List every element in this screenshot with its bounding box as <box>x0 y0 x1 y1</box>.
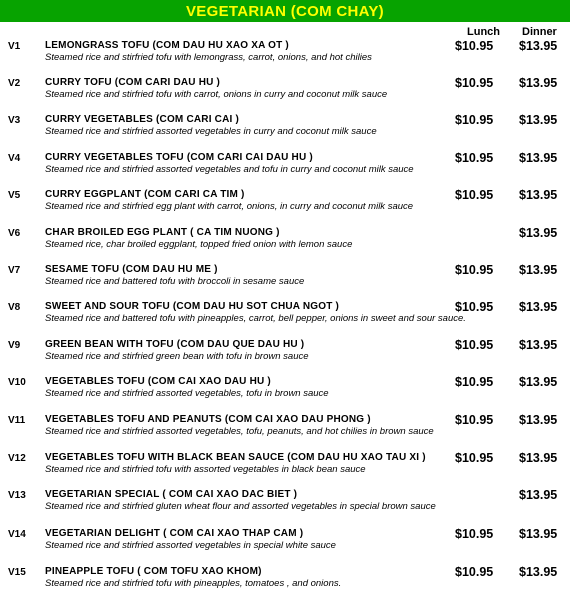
dinner-price: $13.95 <box>519 413 558 427</box>
item-description: Steamed rice and stirfried tofu with assorted vegetables in black bean sauce <box>45 464 366 475</box>
item-code: V14 <box>8 529 26 540</box>
lunch-column-header: Lunch <box>467 26 500 38</box>
item-code: V11 <box>8 415 26 426</box>
dinner-price: $13.95 <box>519 263 558 277</box>
dinner-price: $13.95 <box>519 226 558 240</box>
dinner-price: $13.95 <box>519 113 558 127</box>
lunch-price: $10.95 <box>455 413 494 427</box>
dinner-price: $13.95 <box>519 527 558 541</box>
dinner-price: $13.95 <box>519 39 558 53</box>
lunch-price: $10.95 <box>455 565 494 579</box>
dinner-price: $13.95 <box>519 338 558 352</box>
item-name: CHAR BROILED EGG PLANT ( CA TIM NUONG ) <box>45 227 280 238</box>
item-code: V10 <box>8 377 26 388</box>
dinner-price: $13.95 <box>519 151 558 165</box>
item-code: V7 <box>8 265 21 276</box>
item-name: GREEN BEAN WITH TOFU (COM DAU QUE DAU HU ) <box>45 339 305 350</box>
item-description: Steamed rice and stirfried assorted vegetables and tofu in curry and coconut milk sauce <box>45 164 414 175</box>
menu-item <box>0 374 570 410</box>
dinner-price: $13.95 <box>519 565 558 579</box>
item-code: V15 <box>8 567 26 578</box>
item-description: Steamed rice and stirfried egg plant with carrot, onions, in curry and coconut milk sauce <box>45 201 414 212</box>
item-name: VEGETABLES TOFU (COM CAI XAO DAU HU ) <box>45 376 271 387</box>
dinner-price: $13.95 <box>519 488 558 502</box>
dinner-price: $13.95 <box>519 451 558 465</box>
menu-item <box>0 337 570 373</box>
lunch-price: $10.95 <box>455 39 494 53</box>
item-name: CURRY TOFU (COM CARI DAU HU ) <box>45 77 221 88</box>
item-description: Steamed rice and stirfried assorted vegetables, tofu in brown sauce <box>45 388 329 399</box>
item-description: Steamed rice and stirfried green bean with tofu in brown sauce <box>45 351 309 362</box>
menu-item <box>0 225 570 261</box>
item-name: CURRY VEGETABLES TOFU (COM CARI CAI DAU HU ) <box>45 152 313 163</box>
item-code: V12 <box>8 453 26 464</box>
lunch-price: $10.95 <box>455 76 494 90</box>
item-name: VEGETABLES TOFU AND PEANUTS (COM CAI XAO DAU PHONG ) <box>45 414 371 425</box>
item-code: V1 <box>8 41 21 52</box>
dinner-price: $13.95 <box>519 76 558 90</box>
lunch-price: $10.95 <box>455 451 494 465</box>
lunch-price: $10.95 <box>455 527 494 541</box>
item-name: PINEAPPLE TOFU ( COM TOFU XAO KHOM) <box>45 566 262 577</box>
item-code: V13 <box>8 490 26 501</box>
menu-item <box>0 112 570 148</box>
item-code: V6 <box>8 228 21 239</box>
item-description: Steamed rice and stirfried tofu with lemongrass, carrot, onions, and hot chilies <box>45 52 372 63</box>
menu-item <box>0 38 570 74</box>
dinner-price: $13.95 <box>519 188 558 202</box>
menu-item <box>0 150 570 186</box>
item-name: SESAME TOFU (COM DAU HU ME ) <box>45 264 218 275</box>
item-description: Steamed rice and stirfried tofu with pineapples, tomatoes , and onions. <box>45 578 342 589</box>
menu-item <box>0 526 570 562</box>
dinner-column-header: Dinner <box>522 26 557 38</box>
menu-item <box>0 299 570 335</box>
item-description: Steamed rice and stirfried tofu with carrot, onions in curry and coconut milk sauce <box>45 89 388 100</box>
lunch-price: $10.95 <box>455 188 494 202</box>
item-code: V2 <box>8 78 21 89</box>
menu-item <box>0 450 570 486</box>
menu-item <box>0 187 570 223</box>
item-name: CURRY VEGETABLES (COM CARI CAI ) <box>45 114 239 125</box>
dinner-price: $13.95 <box>519 300 558 314</box>
item-code: V8 <box>8 302 21 313</box>
item-code: V5 <box>8 190 21 201</box>
item-description: Steamed rice, char broiled eggplant, topped fried onion with lemon sauce <box>45 239 353 250</box>
lunch-price: $10.95 <box>455 338 494 352</box>
section-banner <box>0 0 570 22</box>
menu-item <box>0 412 570 448</box>
item-name: LEMONGRASS TOFU (COM DAU HU XAO XA OT ) <box>45 40 289 51</box>
dinner-price: $13.95 <box>519 375 558 389</box>
menu-item <box>0 487 570 523</box>
item-name: VEGETARIAN DELIGHT ( COM CAI XAO THAP CAM ) <box>45 528 304 539</box>
menu-item <box>0 564 570 600</box>
item-name: VEGETARIAN SPECIAL ( COM CAI XAO DAC BIET ) <box>45 489 298 500</box>
item-description: Steamed rice and stirfried assorted vegetables in special white sauce <box>45 540 336 551</box>
lunch-price: $10.95 <box>455 263 494 277</box>
lunch-price: $10.95 <box>455 375 494 389</box>
item-name: CURRY EGGPLANT (COM CARI CA TIM ) <box>45 189 245 200</box>
menu-item <box>0 75 570 111</box>
item-description: Steamed rice and battered tofu with broccoli in sesame sauce <box>45 276 305 287</box>
item-description: Steamed rice and stirfried assorted vegetables, tofu, peanuts, and hot chilies in brown sauce <box>45 426 434 437</box>
lunch-price: $10.95 <box>455 151 494 165</box>
lunch-price: $10.95 <box>455 113 494 127</box>
menu-item <box>0 262 570 298</box>
lunch-price: $10.95 <box>455 300 494 314</box>
section-title: VEGETARIAN (COM CHAY) <box>186 2 384 20</box>
item-code: V4 <box>8 153 21 164</box>
item-description: Steamed rice and battered tofu with pineapples, carrot, bell pepper, onions in sweet and sour sauce. <box>45 313 466 324</box>
item-description: Steamed rice and stirfried assorted vegetables in curry and coconut milk sauce <box>45 126 377 137</box>
item-description: Steamed rice and stirfried gluten wheat flour and assorted vegetables in special brown sauce <box>45 501 436 512</box>
item-code: V9 <box>8 340 21 351</box>
item-code: V3 <box>8 115 21 126</box>
item-name: VEGETABLES TOFU WITH BLACK BEAN SAUCE (COM DAU HU XAO TAU XI ) <box>45 452 426 463</box>
item-name: SWEET AND SOUR TOFU (COM DAU HU SOT CHUA NGOT ) <box>45 301 340 312</box>
